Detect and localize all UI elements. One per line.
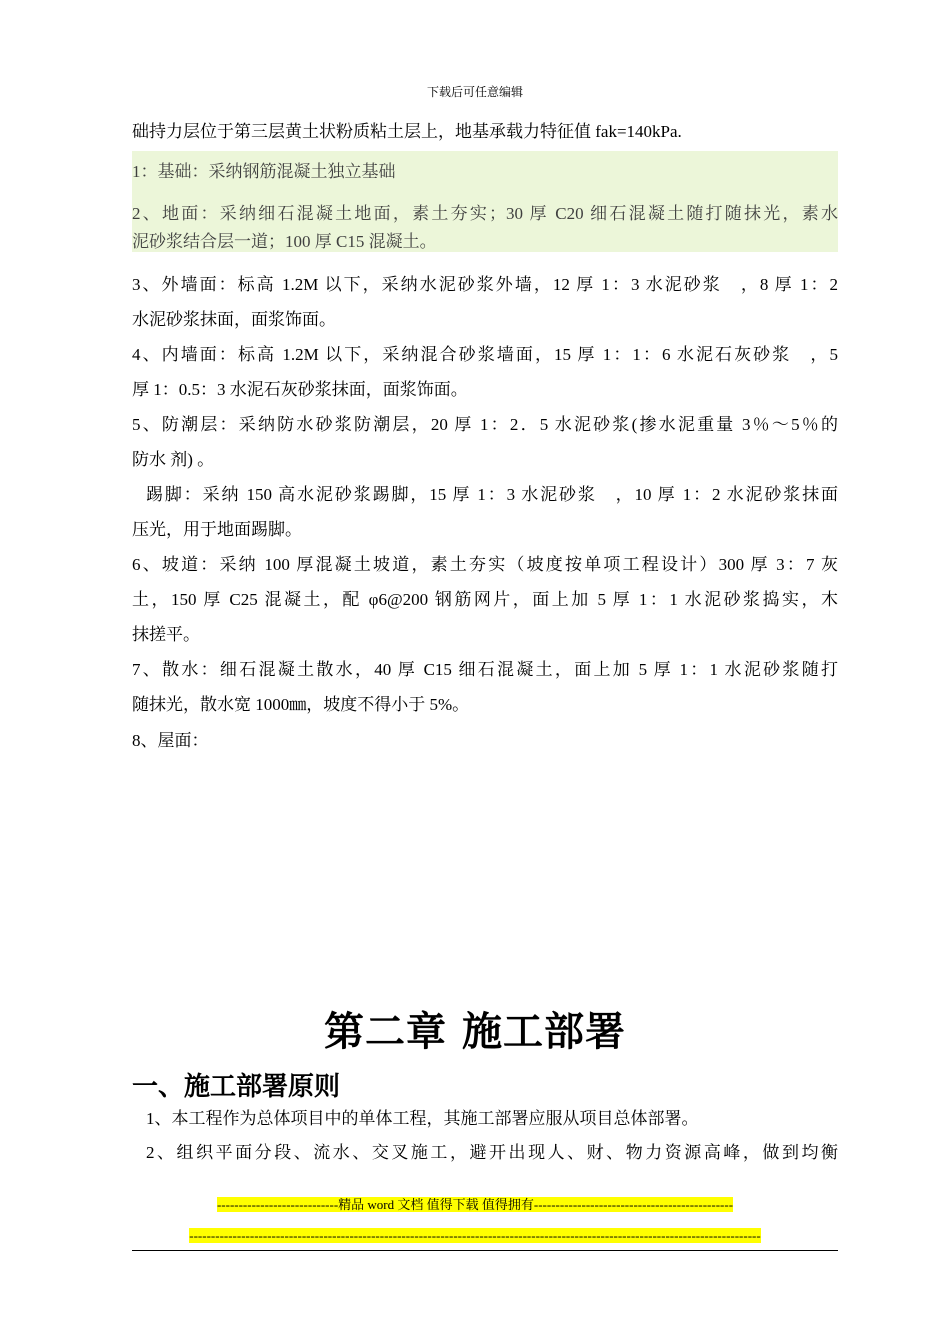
paragraph-line: 6、坡道：采纳 100 厚混凝土坡道，素土夯实（坡度按单项工程设计）300 厚 3：7 灰 — [132, 555, 838, 574]
paragraph-line: 土，150 厚 C25 混凝土，配 φ6@200 钢筋网片，面上加 5 厚 1：1 水泥砂浆捣实，木 — [132, 590, 838, 609]
page-header-note: 下载后可任意编辑 — [426, 85, 523, 99]
paragraph-line: 泥砂浆结合层一道；100 厚 C15 混凝土。 — [132, 232, 437, 251]
paragraph-line: 8、屋面： — [132, 731, 209, 750]
promo-banner — [0, 1194, 950, 1213]
promo-dashes: ------------------------------------------------------------------------------------------------------------------------------------ — [189, 1228, 761, 1243]
paragraph-line: 4、内墙面：标高 1.2M 以下，采纳混合砂浆墙面，15 厚 1：1：6 水泥石灰砂浆 ，5 — [132, 345, 838, 364]
chapter-title: 第二章 施工部署 — [324, 1009, 626, 1055]
paragraph-line: 防水 剂) 。 — [132, 450, 215, 469]
paragraph-line: 随抹光，散水宽 1000㎜，坡度不得小于 5%。 — [132, 695, 470, 714]
promo-divider — [0, 1228, 950, 1244]
paragraph-line: 2、地面：采纳细石混凝土地面，素土夯实；30 厚 C20 细石混凝土随打随抹光，素水 — [132, 204, 838, 223]
paragraph-line: 5、防潮层：采纳防水砂浆防潮层，20 厚 1：2．5 水泥砂浆(掺水泥重量 3％～5％的 — [132, 415, 838, 434]
paragraph-line: 1：基础：采纳钢筋混凝土独立基础 — [132, 162, 396, 181]
paragraph-line: 水泥砂浆抹面，面浆饰面。 — [132, 310, 336, 329]
paragraph-line: 础持力层位于第三层黄土状粉质粘土层上，地基承载力特征值 fak=140kPa. — [132, 122, 682, 141]
promo-text: ----------------------------精品 word 文档 值得下载 值得拥有---------------------------------------------- — [216, 1197, 734, 1212]
paragraph-line: 7、散水：细石混凝土散水，40 厚 C15 细石混凝土，面上加 5 厚 1：1 水泥砂浆随打 — [132, 660, 838, 679]
footer-rule — [132, 1250, 838, 1251]
principle-item: 1、本工程作为总体项目中的单体工程，其施工部署应服从项目总体部署。 — [146, 1109, 699, 1128]
principle-item: 2、组织平面分段、流水、交叉施工，避开出现人、财、物力资源高峰，做到均衡 — [146, 1143, 838, 1162]
paragraph-line: 3、外墙面：标高 1.2M 以下，采纳水泥砂浆外墙，12 厚 1：3 水泥砂浆 ，8 厚 1：2 — [132, 275, 838, 294]
paragraph-line: 踢脚：采纳 150 高水泥砂浆踢脚，15 厚 1：3 水泥砂浆 ，10 厚 1：2 水泥砂浆抹面 — [146, 485, 838, 504]
paragraph-line: 厚 1：0.5：3 水泥石灰砂浆抹面，面浆饰面。 — [132, 380, 468, 399]
paragraph-line: 压光，用于地面踢脚。 — [132, 520, 302, 539]
section-title: 一、施工部署原则 — [132, 1072, 341, 1102]
paragraph-line: 抹搓平。 — [132, 625, 200, 644]
